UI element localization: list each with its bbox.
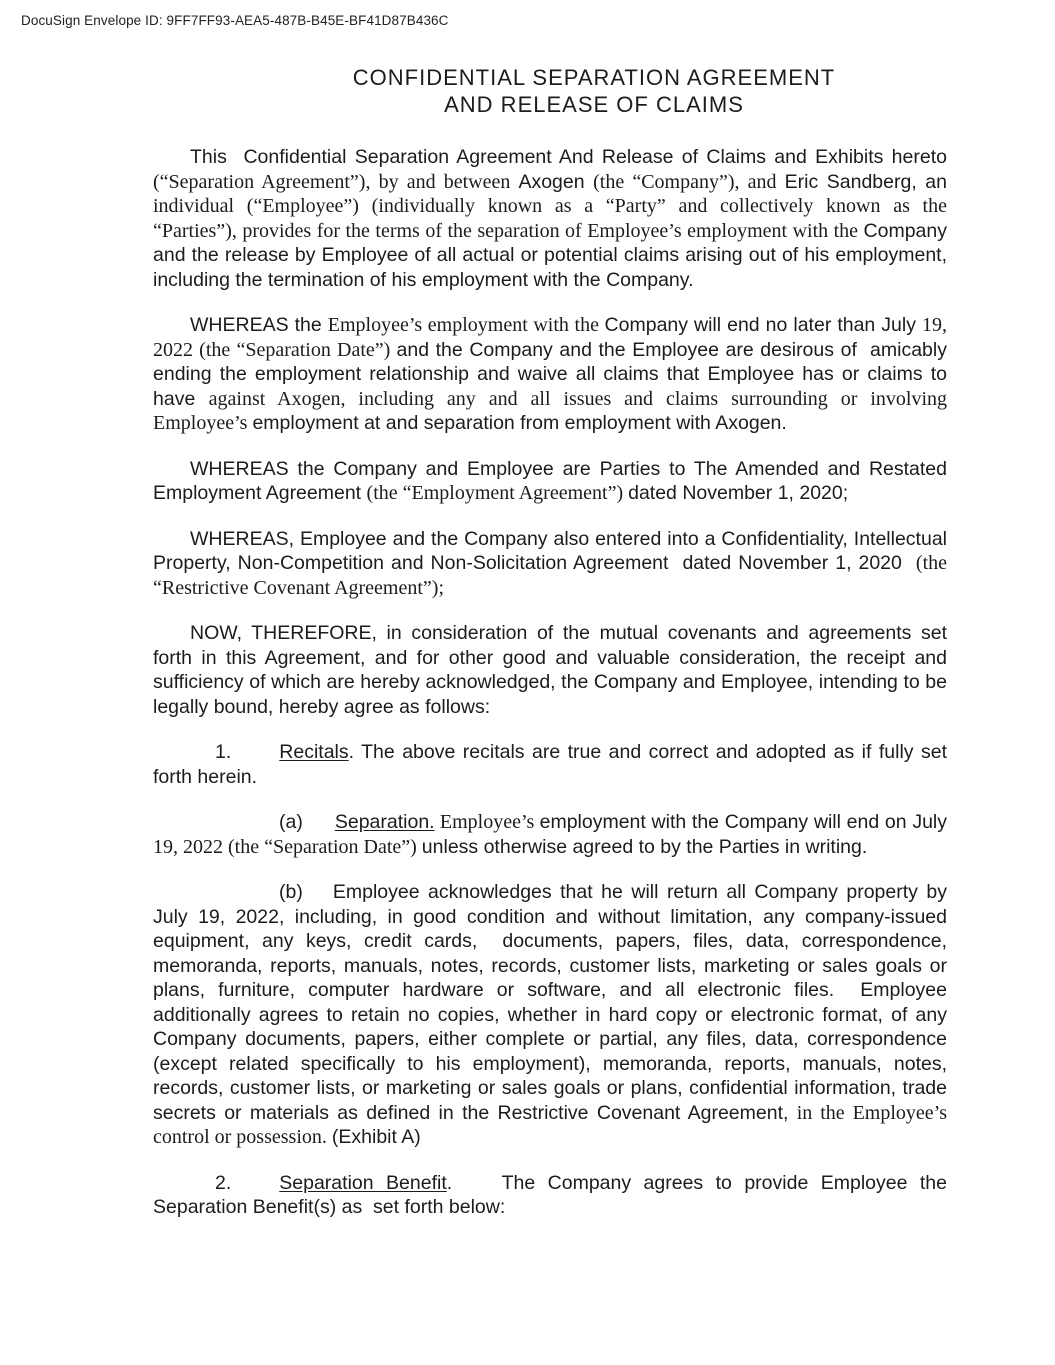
text-segment: WHEREAS the bbox=[190, 314, 328, 336]
preamble-paragraph bbox=[153, 145, 953, 292]
text-segment: in the Employee’s control or possession. bbox=[153, 1101, 953, 1148]
text-segment: WHEREAS, Employee and the Company also entered into a Confidentiality, Intellectual Property, Non-Competition and Non-Solicitation Agreement dated November 1, 2020 bbox=[153, 527, 953, 574]
text-segment: Axogen bbox=[518, 170, 594, 193]
text-segment: 19, 2022 (the “Separation Date”) bbox=[153, 835, 422, 858]
section-1b-return-of-property bbox=[153, 880, 958, 1150]
text-segment: Employee’s bbox=[434, 811, 540, 833]
section-1a-separation bbox=[153, 810, 953, 859]
clause-heading: Separation. bbox=[334, 811, 435, 833]
text-segment: employment at and separation from employment with Axogen. bbox=[252, 412, 787, 434]
text-segment: Company will end no later than July bbox=[604, 314, 922, 336]
now-therefore-paragraph bbox=[153, 621, 953, 719]
text-segment: and the Company and the Employee are desirous of amicably ending the employment relationship and waive all claims that Employee has or claims to have bbox=[153, 338, 953, 410]
text-segment: Eric Sandberg, an bbox=[784, 170, 953, 193]
whereas-paragraph-3 bbox=[153, 527, 953, 601]
section-2-separation-benefit bbox=[153, 1171, 953, 1220]
clause-heading: Separation Benefit bbox=[279, 1171, 447, 1194]
text-segment: (a) bbox=[279, 811, 303, 833]
text-segment: WHEREAS the Company and Employee are Parties to The Amended and Restated Employment Agreement bbox=[153, 457, 953, 504]
text-segment: This Confidential Separation Agreement And Release of Claims and Exhibits hereto bbox=[190, 146, 953, 168]
text-segment: employment with the Company will end on July bbox=[539, 811, 953, 833]
clause-heading: Recitals bbox=[279, 741, 349, 763]
text-segment: dated November 1, 2020; bbox=[628, 482, 849, 504]
text-segment: (the “Restrictive Covenant Agreement”); bbox=[153, 552, 952, 599]
section-1-recitals bbox=[153, 740, 953, 789]
text-segment: NOW, THEREFORE, in consideration of the mutual covenants and agreements set forth in this Agreement, and for other good and valuable consideration, the receipt and sufficiency of which are hereby acknowledged, the Company and Employee, intending to be legally bound, hereby agree as follows: bbox=[153, 622, 953, 718]
text-segment: (“Separation Agreement”), by and between bbox=[153, 170, 519, 193]
whereas-paragraph-2 bbox=[153, 457, 953, 506]
text-segment: (b) bbox=[279, 881, 303, 903]
paragraphs-container bbox=[153, 145, 958, 1220]
text-segment: against Axogen, including any and all issues and claims surrounding or involving Employee’s bbox=[153, 387, 953, 434]
document-title bbox=[197, 64, 991, 118]
text-segment: Employee’s employment with the bbox=[327, 314, 605, 336]
text-segment: individual (“Employee”) (individually known as a “Party” and collectively known as the “Parties”), provides for the terms of the separation of Employee’s employment with the bbox=[153, 195, 952, 242]
title-line-2: AND RELEASE OF CLAIMS bbox=[444, 92, 744, 117]
text-segment: unless otherwise agreed to by the Parties in writing. bbox=[421, 835, 868, 858]
text-segment: Employee acknowledges that he will return all Company property by July 19, 2022, including, in good condition and without limitation, any company-issued equipment, any keys, credit cards, documents, papers, files, data, correspondence, memoranda, reports, manuals, notes, records, customer lists, marketing or sales goals or plans, furniture, computer hardware or software, and all electronic files. Employee additionally agrees to retain no copies, whether in hard copy or electronic format, of any Company documents, papers, either complete or partial, any files, data, correspondence (except related specifically to his employment), memoranda, reports, manuals, notes, records, customer lists, or marketing or sales goals or plans, confidential information, trade secrets or materials as defined in the Restrictive Covenant Agreement, bbox=[153, 881, 958, 1124]
text-segment: 19, 2022 (the “Separation Date”) bbox=[153, 314, 952, 361]
text-segment: Company and the release by Employee of all actual or potential claims arising out of his employment, including the termination of his employment with the Company. bbox=[153, 219, 953, 291]
text-segment: (the “Employment Agreement”) bbox=[366, 482, 629, 504]
text-segment: . The above recitals are true and correct and adopted as if fully set forth herein. bbox=[153, 741, 953, 788]
document-body bbox=[153, 64, 958, 1241]
title-line-1: CONFIDENTIAL SEPARATION AGREEMENT bbox=[352, 65, 836, 90]
text-segment: . The Company agrees to provide Employee the Separation Benefit(s) as set forth below: bbox=[153, 1171, 953, 1218]
text-segment: (Exhibit A) bbox=[331, 1126, 421, 1148]
text-segment: 1. bbox=[215, 741, 232, 763]
whereas-paragraph-1 bbox=[153, 313, 953, 436]
text-segment: (the “Company”), and bbox=[593, 170, 785, 193]
text-segment: 2. bbox=[215, 1171, 232, 1194]
docusign-envelope-id: DocuSign Envelope ID: 9FF7FF93-AEA5-487B-B45E-BF41D87B436C bbox=[21, 13, 449, 28]
